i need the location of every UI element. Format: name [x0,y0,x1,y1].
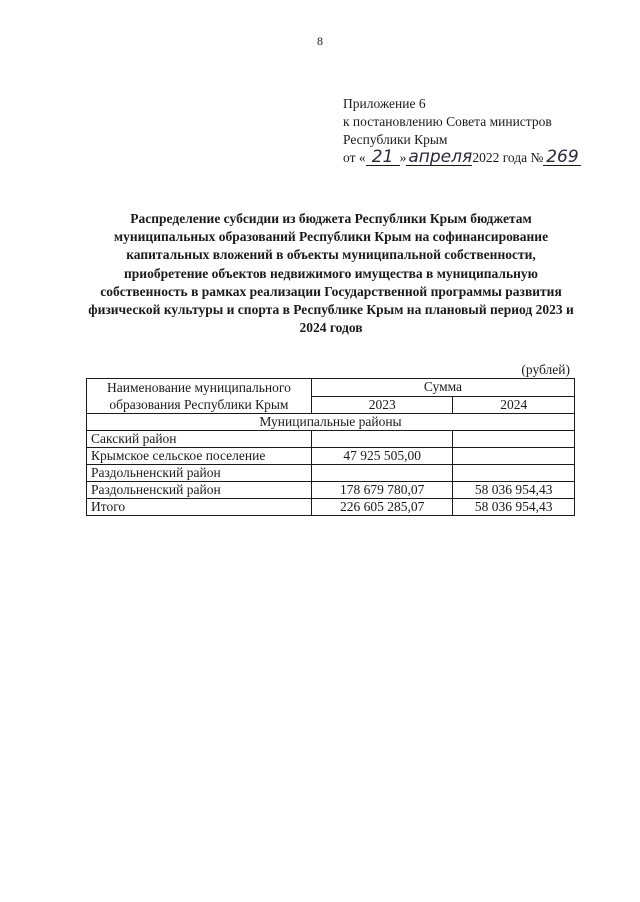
date-year: 2022 года № [472,150,544,165]
header-year-2024: 2024 [453,396,575,414]
row-value-2024 [453,431,575,448]
appendix-line-1: Приложение 6 [343,96,426,111]
date-mid: » [399,150,407,165]
table-row [87,448,575,465]
total-value-2023: 226 605 285,07 [311,499,453,516]
total-label: Итого [87,499,312,516]
row-name: Сакский район [87,431,312,448]
header-municipality: Наименование муниципального образования Республики Крым [87,379,312,414]
appendix-date-line [343,149,581,167]
subsidy-table [86,378,575,516]
table-row [87,465,575,482]
row-value-2024 [453,448,575,465]
header-sum: Сумма [311,379,574,397]
handwritten-month: апреля [408,147,473,167]
row-value-2023: 47 925 505,00 [311,448,453,465]
row-name: Раздольненский район [87,482,312,499]
row-value-2023 [311,465,453,482]
appendix-block [343,95,581,167]
table-header-row [87,379,575,397]
section-row [87,414,575,431]
table-row [87,431,575,448]
date-prefix: от « [343,150,366,165]
row-name: Крымское сельское поселение [87,448,312,465]
row-value-2023: 178 679 780,07 [311,482,453,499]
page-number: 8 [317,34,323,48]
header-year-2023: 2023 [311,396,453,414]
handwritten-doc-number: 269 [543,149,581,166]
row-value-2024: 58 036 954,43 [453,482,575,499]
appendix-line-3: Республики Крым [343,132,448,147]
handwritten-day: 21 [366,149,400,166]
appendix-line-2: к постановлению Совета министров [343,114,552,129]
row-value-2023 [311,431,453,448]
total-value-2024: 58 036 954,43 [453,499,575,516]
section-municipal-districts: Муниципальные районы [87,414,575,431]
row-value-2024 [453,465,575,482]
table-row [87,482,575,499]
document-title: Распределение субсидии из бюджета Республики Крым бюджетам муниципальных образований Республики Крым на софинансирование капитальных вложений в объекты муниципальной собственности, приобретение объектов недвижимого имущества в муниципальную собственность в рамках реализации Государственной программы развития физической культуры и спорта в Республике Крым на плановый период 2023 и 2024 годов [88,211,574,336]
row-name: Раздольненский район [87,465,312,482]
units-label: (рублей) [521,362,570,377]
table-total-row [87,499,575,516]
